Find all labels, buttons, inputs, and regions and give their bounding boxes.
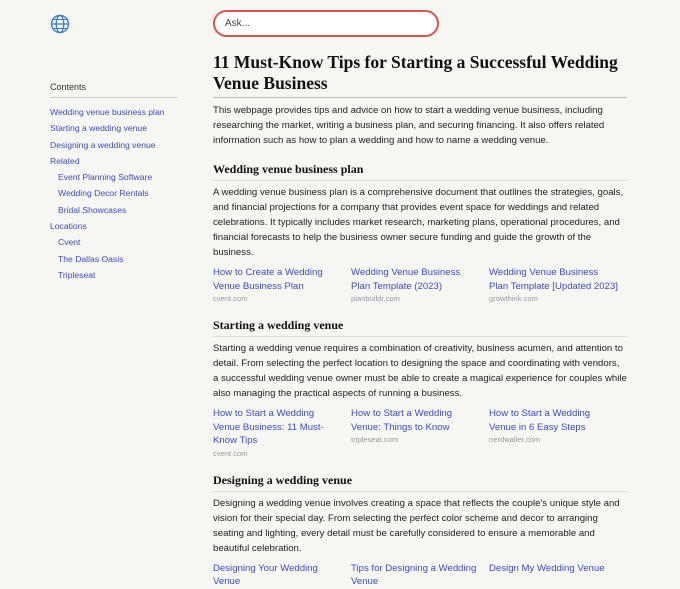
source-link[interactable]: How to Start a Wedding Venue in 6 Easy Steps [489,408,591,433]
toc-link-wedding-venue-business-plan[interactable]: Wedding venue business plan [50,107,165,117]
search-input[interactable] [215,12,437,35]
source-card [213,266,351,304]
source-card [213,562,351,589]
globe-icon[interactable] [50,14,70,34]
source-domain: cvent.com [213,294,248,303]
toc-link-designing-a-wedding-venue[interactable]: Designing a wedding venue [50,139,156,150]
source-links [213,562,627,589]
page-title: 11 Must-Know Tips for Starting a Successful Wedding Venue Business [213,52,627,98]
source-link[interactable]: Tips for Designing a Wedding Venue [351,562,477,587]
source-links [213,407,627,459]
source-link[interactable]: Designing Your Wedding Venue [213,562,318,587]
source-link[interactable]: Wedding Venue Business Plan Template [Updated 2023] [489,267,618,292]
toc-link-event-planning-software[interactable]: Event Planning Software [58,172,153,183]
section-body: Designing a wedding venue involves creating a space that reflects the couple's unique style and vision for their special day. From selecting the perfect color scheme and decor to arranging seating and lighting, every detail must be carefully considered to ensure a memorable and beautiful celebration. [213,497,620,554]
search-box[interactable] [213,10,439,37]
source-link[interactable]: How to Start a Wedding Venue: Things to Know [351,408,453,433]
section-heading: Starting a wedding venue [213,318,627,337]
source-card [213,407,351,459]
table-of-contents [50,82,178,283]
source-link[interactable]: Design My Wedding Venue [489,562,605,574]
toc-link-the-dallas-oasis[interactable]: The Dallas Oasis [58,253,124,264]
section-body: Starting a wedding venue requires a combination of creativity, business acumen, and attention to detail. From selecting the perfect location to designing the space and coordinating with vendors, a successful wedding venue owner must be able to create a magical experience for couples while also managing the practical aspects of running a business. [213,343,627,399]
sections [213,162,627,589]
toc-link-cvent[interactable]: Cvent [58,237,81,248]
intro-text: This webpage provides tips and advice on how to start a wedding venue business, including researching the market, writing a business plan, and securing financing. It also offers related information such as how to plan a wedding and how to name a wedding venue. [213,105,605,146]
toc-link-starting-a-wedding-venue[interactable]: Starting a wedding venue [50,123,147,134]
source-card [489,266,627,304]
toc-link-locations[interactable]: Locations [50,221,87,232]
source-domain: cvent.com [213,448,248,458]
toc-link-related[interactable]: Related [50,155,80,166]
source-card [489,562,627,589]
source-card [351,407,489,459]
source-link[interactable]: Wedding Venue Business Plan Template (2023) [351,267,461,292]
toc-title: Contents [50,82,178,98]
article [213,52,627,589]
source-domain: nerdwallet.com [489,435,541,444]
source-link[interactable]: How to Start a Wedding Venue Business: 11 Must-Know Tips [213,408,324,446]
section-heading: Designing a wedding venue [213,473,627,492]
source-domain: planbuildr.com [351,294,400,303]
section-heading: Wedding venue business plan [213,162,627,181]
toc-link-wedding-decor-rentals[interactable]: Wedding Decor Rentals [58,188,149,199]
toc-link-bridal-showcases[interactable]: Bridal Showcases [58,204,127,215]
toc-link-tripleseat[interactable]: Tripleseat [58,269,96,280]
source-domain: tripleseat.com [351,435,399,444]
source-links [213,266,627,304]
source-domain: growthink.com [489,294,538,303]
source-card [351,562,489,589]
toc-list [50,104,178,283]
section-body: A wedding venue business plan is a comprehensive document that outlines the strategies, goals, and financial projections for a company that provides event space for weddings and related celebrations. It typically includes market research, marketing plans, operational procedures, and financial forecasts to help the business owner secure funding and guide the growth of the business. [213,187,624,258]
source-card [489,407,627,459]
source-link[interactable]: How to Create a Wedding Venue Business Plan [213,267,323,292]
source-card [351,266,489,304]
